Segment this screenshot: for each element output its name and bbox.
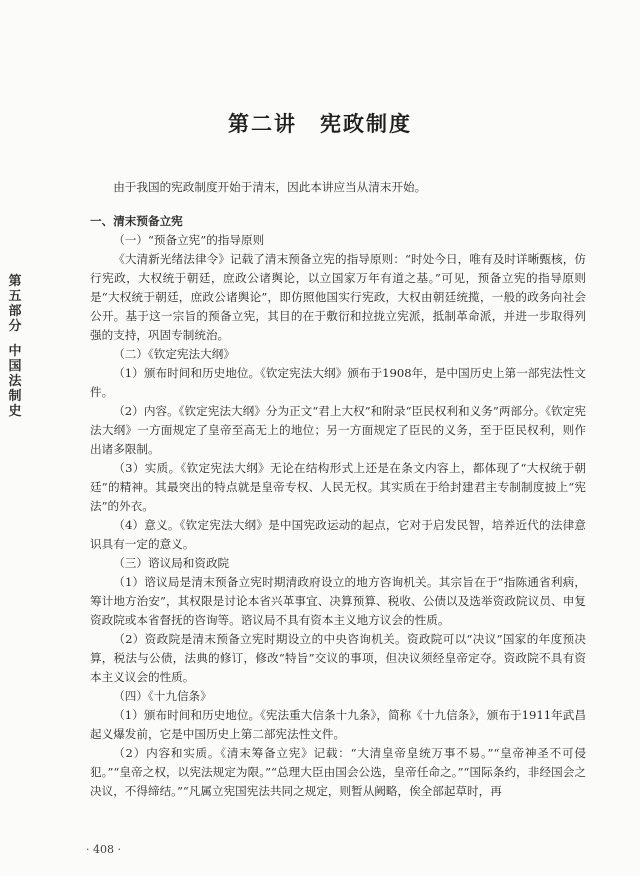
- paragraph: （2）内容和实质。《清末筹备立宪》记载：“大清皇帝皇统万事不易。”“皇帝神圣不可侵犯。”“皇帝之权，以宪法规定为限。”“总理大臣由国会公选，皇帝任命之。”“国际条约，非经国会之决议，不得缔结。”“凡属立宪国宪法共同之规定，则暂从阙略，俟全部起草时，再: [90, 746, 586, 798]
- paragraph: （4）意义。《钦定宪法大纲》是中国宪政运动的起点，它对于启发民智，培养近代的法律意识具有一定的意义。: [90, 518, 586, 551]
- paragraph: 《大清新光绪法律令》记载了清末预备立宪的指导原则：“时处今日，唯有及时详晰甄核，仿行宪政，大权统于朝廷，庶政公诸舆论，以立国家万年有道之基。”可见，预备立宪的指导原则是“大权统于朝廷，庶政公诸舆论”，即仿照他国实行宪政，大权由朝廷统揽，一般的政务向社会公开。基于这一宗旨的预备立宪，其目的在于敷衍和拉拢立宪派，抵制革命派，并进一步取得列强的支持，巩固专制统治。: [90, 252, 586, 342]
- paragraph: （1）颁布时间和历史地位。《宪法重大信条十九条》，简称《十九信条》，颁布于1911年武昌起义爆发前，它是中国历史上第二部宪法性文件。: [90, 708, 586, 741]
- paragraph: （3）实质。《钦定宪法大纲》无论在结构形式上还是在条文内容上，都体现了“大权统于朝廷”的精神。其最突出的特点就是皇帝专权、人民无权。其实质在于给封建君主专制制度披上“宪法”的外衣。: [90, 461, 586, 513]
- paragraph: （1）谘议局是清末预备立宪时期清政府设立的地方咨询机关。其宗旨在于“指陈通省利病，筹计地方治安”，其权限是讨论本省兴革事宜、决算预算、税收、公债以及选举资政院议员、申复资政院或本省督抚的咨询等。谘议局不具有资本主义地方议会的性质。: [90, 575, 586, 627]
- side-tab-part: 第五部分: [8, 274, 22, 334]
- paragraph: （2）资政院是清末预备立宪时期设立的中央咨询机关。资政院可以“决议”国家的年度预决算，税法与公债，法典的修订，修改“特旨”交议的事项，但决议须经皇帝定夺。资政院不具有资本主义议会的性质。: [90, 632, 586, 684]
- subheading: （四）《十九信条》: [113, 689, 212, 703]
- subheading: （一）“预备立宪”的指导原则: [113, 233, 265, 247]
- side-tab-label: [6, 274, 24, 419]
- intro-paragraph: 由于我国的宪政制度开始于清末，因此本讲应当从清末开始。: [113, 180, 427, 194]
- paragraph: （2）内容。《钦定宪法大纲》分为正文“君上大权”和附录“臣民权利和义务”两部分。《钦定宪法大纲》一方面规定了皇帝至高无上的地位；另一方面规定了臣民的义务，至于臣民权利，则作出诸多限制。: [90, 404, 586, 456]
- subheading: （二）《钦定宪法大纲》: [113, 347, 235, 361]
- body-text: [90, 178, 586, 801]
- side-tab-subject: 中国法制史: [8, 344, 22, 419]
- section-heading: 一、清末预备立宪: [90, 214, 183, 228]
- subheading: （三）谘议局和资政院: [113, 556, 230, 570]
- paragraph: （1）颁布时间和历史地位。《钦定宪法大纲》颁布于1908年，是中国历史上第一部宪法性文件。: [90, 366, 586, 399]
- page-number: · 408 ·: [86, 843, 121, 856]
- page-title: 第二讲 宪政制度: [228, 111, 412, 136]
